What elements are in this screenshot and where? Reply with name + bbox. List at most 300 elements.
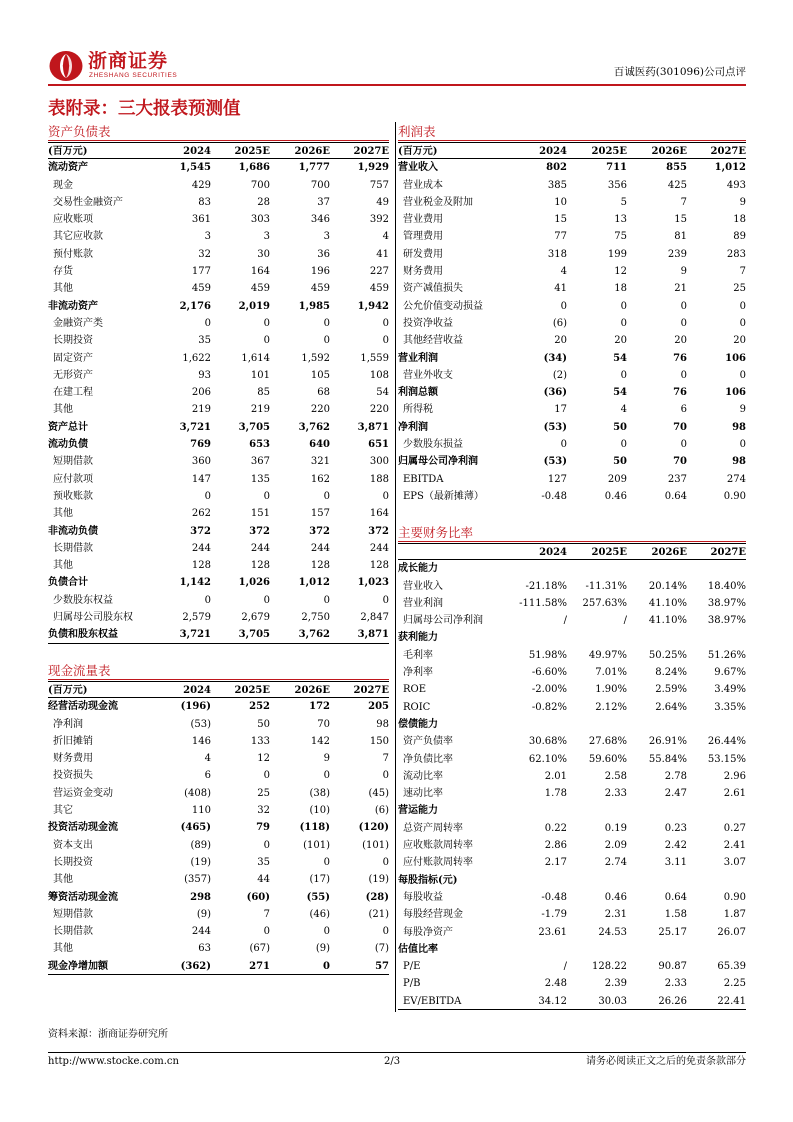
cell-value: 700 <box>250 179 270 191</box>
cell-value: 0 <box>263 335 270 347</box>
cell-value: 372 <box>309 525 330 537</box>
table-row <box>48 177 389 194</box>
cell-value: 18.40% <box>707 580 746 592</box>
cell-value: 9 <box>739 404 746 416</box>
row-label: 毛利率 <box>403 649 433 661</box>
cell-value: 1,985 <box>298 300 330 312</box>
column-header: 2024 <box>539 146 567 157</box>
row-label: 其它应收款 <box>53 231 103 243</box>
table-row <box>398 367 746 384</box>
row-label: EPS（最新摊薄） <box>403 490 484 502</box>
cell-value: 53.15% <box>707 753 746 765</box>
cell-value: 30.68% <box>528 736 567 748</box>
cell-value: 2.59% <box>655 684 687 696</box>
table-row <box>398 924 746 941</box>
cell-value: 106 <box>725 387 746 399</box>
cell-value: 93 <box>198 369 211 381</box>
cell-value: 3 <box>204 231 211 243</box>
cell-value: 1.90% <box>595 684 627 696</box>
row-label: 净利润 <box>398 421 428 433</box>
row-label: 固定资产 <box>53 352 93 364</box>
table-row <box>398 595 746 612</box>
cell-value: 50 <box>613 421 627 433</box>
row-label: EBITDA <box>403 473 444 485</box>
cell-value: 1,142 <box>179 577 211 589</box>
cell-value: 68 <box>317 387 330 399</box>
cell-value: 4 <box>560 266 567 278</box>
cell-value: 0 <box>323 856 330 868</box>
cell-value: 0.64 <box>664 490 687 502</box>
cell-value: 244 <box>369 542 389 554</box>
table-row <box>398 802 746 819</box>
row-label: 每股指标(元) <box>398 874 458 886</box>
cell-value: 0 <box>204 317 211 329</box>
cell-value: 12 <box>614 266 627 278</box>
cash-flow-title: 现金流量表 <box>48 663 389 680</box>
table-row <box>48 609 389 626</box>
cell-value: 196 <box>310 266 330 278</box>
cell-value: 459 <box>250 283 270 295</box>
cell-value: 98 <box>732 456 746 468</box>
row-label: 非流动负债 <box>48 525 98 537</box>
row-label: 在建工程 <box>53 387 93 399</box>
row-label: 每股经营现金 <box>403 909 463 921</box>
cell-value: 1,929 <box>357 162 389 174</box>
row-label: 估值比率 <box>398 943 438 955</box>
row-label: 应收账项 <box>53 214 93 226</box>
row-label: 资本支出 <box>53 839 93 851</box>
cell-value: 105 <box>310 369 330 381</box>
column-header: 2024 <box>539 547 567 558</box>
table-row <box>398 681 746 698</box>
cell-value: 41 <box>376 248 389 260</box>
cell-value: 0 <box>263 839 270 851</box>
cell-value: 9 <box>739 196 746 208</box>
cell-value: 5 <box>620 196 627 208</box>
cell-value: 106 <box>725 352 746 364</box>
cell-value: 133 <box>250 735 270 747</box>
cell-value: 0.64 <box>664 891 687 903</box>
row-label: 财务费用 <box>403 266 443 278</box>
cell-value: 425 <box>667 179 687 191</box>
row-label: 归属母公司净利润 <box>398 456 478 468</box>
cell-value: 135 <box>250 473 270 485</box>
cell-value: 26.91% <box>648 736 687 748</box>
cell-value: 41.10% <box>648 615 687 627</box>
cell-value: 164 <box>250 266 270 278</box>
column-header: 2024 <box>183 146 211 157</box>
cell-value: 128 <box>250 560 270 572</box>
cell-value: (38) <box>309 787 330 799</box>
row-label: 投资损失 <box>53 770 93 782</box>
cell-value: 271 <box>249 960 270 972</box>
cell-value: 209 <box>607 473 627 485</box>
row-label: 获利能力 <box>398 632 438 644</box>
cell-value: 2,019 <box>238 300 270 312</box>
cash-flow-table <box>48 681 389 975</box>
cell-value: 18 <box>733 214 746 226</box>
cell-value: 459 <box>310 283 330 295</box>
column-header: 2027E <box>710 547 746 558</box>
cell-value: 1,545 <box>179 162 211 174</box>
cell-value: 151 <box>250 508 270 520</box>
cell-value: 38.97% <box>707 615 746 627</box>
cell-value: 220 <box>310 404 330 416</box>
cell-value: 49 <box>376 196 389 208</box>
table-row <box>398 872 746 889</box>
table-row <box>398 177 746 194</box>
cell-value: (45) <box>368 787 389 799</box>
table-row <box>48 540 389 557</box>
cell-value: 4 <box>382 231 389 243</box>
table-row <box>398 436 746 453</box>
cell-value: 1,622 <box>182 352 211 364</box>
cell-value: 98 <box>376 718 389 730</box>
cell-value: 0 <box>263 317 270 329</box>
cell-value: 70 <box>673 456 687 468</box>
cell-value: 1.78 <box>544 788 567 800</box>
cell-value: (60) <box>246 891 270 903</box>
cell-value: 77 <box>554 231 567 243</box>
cell-value: 2,176 <box>179 300 211 312</box>
cell-value: 79 <box>256 822 270 834</box>
table-row <box>398 211 746 228</box>
table-row <box>398 906 746 923</box>
cell-value: 150 <box>369 735 389 747</box>
cell-value: 2.42 <box>664 840 687 852</box>
cell-value: 346 <box>310 214 330 226</box>
cell-value: 157 <box>310 508 330 520</box>
cell-value: 65.39 <box>717 961 746 973</box>
table-row <box>48 592 389 609</box>
cell-value: 3,705 <box>238 629 270 641</box>
table-row <box>48 246 389 263</box>
cell-value: (118) <box>299 822 330 834</box>
cell-value: 318 <box>547 248 567 260</box>
cell-value: / <box>563 615 567 627</box>
footer-divider <box>48 1052 746 1053</box>
cell-value: 9 <box>323 753 330 765</box>
table-header-row <box>398 543 746 560</box>
cell-value: 0 <box>323 926 330 938</box>
cell-value: 2.33 <box>664 978 687 990</box>
table-row <box>48 419 389 436</box>
balance-sheet-title: 资产负债表 <box>48 124 389 141</box>
table-row <box>398 350 746 367</box>
table-row <box>398 837 746 854</box>
cell-value: 9.67% <box>714 667 746 679</box>
header-divider <box>48 84 746 86</box>
cell-value: 1,012 <box>714 162 746 174</box>
cell-value: 3,871 <box>357 629 389 641</box>
row-label: 财务费用 <box>53 753 93 765</box>
cell-value: 283 <box>726 248 746 260</box>
column-header: 2026E <box>294 685 330 696</box>
table-row <box>48 332 389 349</box>
zheshang-logo-icon <box>48 50 84 82</box>
brand-name-english: ZHESHANG SECURITIES <box>89 72 178 79</box>
cell-value: 0 <box>680 439 687 451</box>
row-label: 其它 <box>53 805 73 817</box>
row-label: 管理费用 <box>403 231 443 243</box>
report-title: 百诚医药(301096)公司点评 <box>613 66 746 78</box>
cell-value: 4 <box>620 404 627 416</box>
financial-ratios-title: 主要财务比率 <box>398 525 746 542</box>
cell-value: 0 <box>382 594 389 606</box>
row-label: 营运能力 <box>398 805 438 817</box>
cell-value: 1.58 <box>664 909 687 921</box>
cell-value: / <box>623 615 627 627</box>
table-row <box>48 194 389 211</box>
cell-value: 1,686 <box>238 162 270 174</box>
unit-label: (百万元) <box>398 146 438 157</box>
row-label: 应付账款周转率 <box>403 857 473 869</box>
cell-value: 321 <box>310 456 330 468</box>
table-row <box>48 626 389 643</box>
row-label: 研发费用 <box>403 248 443 260</box>
cell-value: 1,592 <box>301 352 330 364</box>
column-header: 2025E <box>591 146 627 157</box>
cell-value: 142 <box>310 735 330 747</box>
cell-value: 3 <box>263 231 270 243</box>
row-label: 营业外收支 <box>403 369 453 381</box>
table-row <box>48 505 389 522</box>
cell-value: 128 <box>369 560 389 572</box>
cell-value: 146 <box>191 735 211 747</box>
row-label: 现金 <box>53 179 73 191</box>
table-row <box>48 280 389 297</box>
income-statement-title: 利润表 <box>398 124 746 141</box>
table-row <box>48 263 389 280</box>
table-row <box>398 975 746 992</box>
cell-value: (34) <box>543 352 567 364</box>
table-row <box>48 750 389 767</box>
cell-value: 0 <box>739 317 746 329</box>
cell-value: 0 <box>382 856 389 868</box>
row-label: 营业收入 <box>403 580 443 592</box>
table-row <box>398 889 746 906</box>
table-row <box>48 819 389 836</box>
cell-value: 0 <box>680 369 687 381</box>
cell-value: -21.18% <box>525 580 567 592</box>
row-label: 营业费用 <box>403 214 443 226</box>
cell-value: 1,777 <box>298 162 330 174</box>
cell-value: 37 <box>317 196 330 208</box>
cell-value: 0.22 <box>544 822 567 834</box>
row-label: P/E <box>403 961 421 973</box>
cell-value: 12 <box>257 753 270 765</box>
cell-value: 0.46 <box>604 490 627 502</box>
column-header: 2024 <box>183 685 211 696</box>
cell-value: (21) <box>368 908 389 920</box>
cell-value: (53) <box>190 718 211 730</box>
table-row <box>398 228 746 245</box>
cell-value: 172 <box>309 701 330 713</box>
table-row <box>48 228 389 245</box>
cell-value: (362) <box>180 960 211 972</box>
cell-value: 177 <box>191 266 211 278</box>
cell-value: 24.53 <box>598 926 627 938</box>
table-row <box>398 699 746 716</box>
cell-value: 2,579 <box>182 612 211 624</box>
cell-value: 855 <box>666 162 687 174</box>
cell-value: 90.87 <box>658 961 687 973</box>
row-label: 偿债能力 <box>398 718 438 730</box>
cell-value: 206 <box>191 387 211 399</box>
cell-value: 0 <box>204 594 211 606</box>
cell-value: 15 <box>554 214 567 226</box>
cell-value: 0 <box>382 335 389 347</box>
cell-value: 17 <box>554 404 567 416</box>
cell-value: -6.60% <box>531 667 567 679</box>
cell-value: 0 <box>323 960 330 972</box>
cell-value: -11.31% <box>585 580 627 592</box>
row-label: 其他 <box>53 874 73 886</box>
cell-value: 110 <box>191 805 211 817</box>
row-label: 其他经营收益 <box>403 335 463 347</box>
cell-value: 0 <box>263 490 270 502</box>
cell-value: 0.23 <box>664 822 687 834</box>
cell-value: 128 <box>310 560 330 572</box>
income-statement-table <box>398 142 746 505</box>
cell-value: 3,705 <box>238 421 270 433</box>
cell-value: (357) <box>184 874 211 886</box>
row-label: 其他 <box>53 508 73 520</box>
row-label: 筹资活动现金流 <box>48 891 118 903</box>
cell-value: 0 <box>204 490 211 502</box>
cell-value: 54 <box>376 387 389 399</box>
balance-sheet-table <box>48 142 389 644</box>
cell-value: 2,750 <box>301 612 330 624</box>
cell-value: 2.96 <box>723 770 746 782</box>
cell-value: 15 <box>674 214 687 226</box>
cell-value: 367 <box>250 456 270 468</box>
table-row <box>398 578 746 595</box>
cell-value: 300 <box>369 456 389 468</box>
cell-value: 3,721 <box>179 629 211 641</box>
table-row <box>398 384 746 401</box>
table-row <box>48 471 389 488</box>
row-label: 净负债比率 <box>403 753 453 765</box>
table-row <box>48 298 389 315</box>
cell-value: 32 <box>257 805 270 817</box>
cell-value: 2.12% <box>595 701 627 713</box>
cell-value: 54 <box>613 387 627 399</box>
cell-value: 3.35% <box>714 701 746 713</box>
cell-value: 2.33 <box>604 788 627 800</box>
cell-value: 7.01% <box>595 667 627 679</box>
cell-value: 0.19 <box>604 822 627 834</box>
cell-value: 1,942 <box>357 300 389 312</box>
footer-disclaimer: 请务必阅读正文之后的免责条款部分 <box>586 1056 746 1067</box>
cell-value: 13 <box>614 214 627 226</box>
cell-value: 0.27 <box>723 822 746 834</box>
cell-value: 30 <box>257 248 270 260</box>
row-label: 归属母公司净利润 <box>403 615 483 627</box>
row-label: 其他 <box>53 283 73 295</box>
cell-value: 219 <box>191 404 211 416</box>
cell-value: 769 <box>190 439 211 451</box>
cell-value: 0 <box>739 300 746 312</box>
cell-value: 0 <box>620 300 627 312</box>
cell-value: 372 <box>368 525 389 537</box>
cell-value: 32 <box>198 248 211 260</box>
cell-value: 44 <box>257 874 270 886</box>
row-label: 所得税 <box>403 404 433 416</box>
cell-value: 0 <box>382 926 389 938</box>
cell-value: 23.61 <box>538 926 567 938</box>
table-row <box>48 698 389 715</box>
row-label: 每股收益 <box>403 891 443 903</box>
table-row <box>398 280 746 297</box>
table-row <box>398 401 746 418</box>
row-label: 短期借款 <box>53 908 93 920</box>
table-row <box>398 332 746 349</box>
cell-value: 25.17 <box>658 926 687 938</box>
cell-value: 6 <box>204 770 211 782</box>
cell-value: 128 <box>191 560 211 572</box>
table-row <box>398 315 746 332</box>
row-label: P/B <box>403 978 421 990</box>
cell-value: 2.48 <box>544 978 567 990</box>
row-label: 少数股东权益 <box>53 594 113 606</box>
cell-value: 20 <box>614 335 627 347</box>
cell-value: 3,871 <box>357 421 389 433</box>
cell-value: 0 <box>323 335 330 347</box>
cell-value: 10 <box>554 196 567 208</box>
cell-value: 2.78 <box>664 770 687 782</box>
column-header: 2026E <box>651 547 687 558</box>
cell-value: (36) <box>543 387 567 399</box>
cell-value: 0 <box>263 770 270 782</box>
column-divider <box>395 122 396 1012</box>
row-label: 资产减值损失 <box>403 283 463 295</box>
cell-value: 63 <box>198 943 211 955</box>
table-row <box>398 453 746 470</box>
cell-value: 62.10% <box>528 753 567 765</box>
row-label: EV/EBITDA <box>403 995 462 1007</box>
cell-value: 2.09 <box>604 840 627 852</box>
cell-value: 303 <box>250 214 270 226</box>
table-row <box>48 557 389 574</box>
cell-value: (53) <box>543 421 567 433</box>
cell-value: 227 <box>369 266 389 278</box>
cell-value: 252 <box>249 701 270 713</box>
cell-value: 429 <box>191 179 211 191</box>
cell-value: 36 <box>317 248 330 260</box>
cell-value: 101 <box>250 369 270 381</box>
cell-value: 2.31 <box>604 909 627 921</box>
cell-value: 50 <box>613 456 627 468</box>
table-row <box>48 211 389 228</box>
row-label: 其他 <box>53 404 73 416</box>
cell-value: 70 <box>673 421 687 433</box>
row-label: 每股净资产 <box>403 926 453 938</box>
row-label: 长期投资 <box>53 856 93 868</box>
cell-value: 59.60% <box>588 753 627 765</box>
cell-value: 0.90 <box>723 891 746 903</box>
cell-value: 372 <box>190 525 211 537</box>
cell-value: 2.39 <box>604 978 627 990</box>
table-row <box>48 159 389 176</box>
cell-value: (46) <box>309 908 330 920</box>
cell-value: 7 <box>680 196 687 208</box>
cell-value: 257.63% <box>582 597 627 609</box>
cell-value: 0 <box>323 317 330 329</box>
cell-value: 54 <box>613 352 627 364</box>
table-row <box>398 958 746 975</box>
table-row <box>48 785 389 802</box>
